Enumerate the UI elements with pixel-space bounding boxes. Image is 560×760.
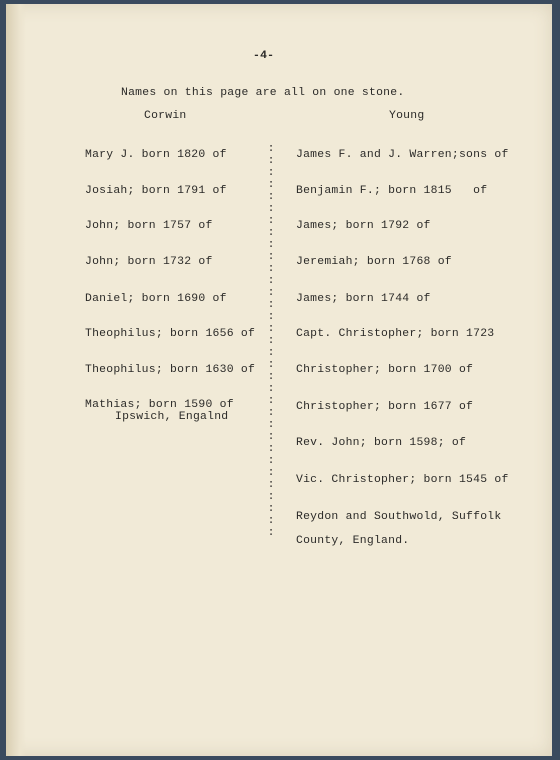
young-entry: Jeremiah; born 1768 of (296, 256, 452, 268)
corwin-entry: Mathias; born 1590 of (85, 399, 234, 411)
divider-mark: : (267, 419, 275, 431)
corwin-entry: Daniel; born 1690 of (85, 293, 227, 305)
divider-mark: : (267, 467, 275, 479)
column-heading-corwin: Corwin (144, 110, 187, 122)
corwin-entry: John; born 1732 of (85, 256, 213, 268)
divider-mark: : (267, 263, 275, 275)
column-heading-young: Young (389, 110, 425, 122)
divider-mark: : (267, 359, 275, 371)
divider-mark: : (267, 143, 275, 155)
divider-mark: : (267, 443, 275, 455)
divider-mark: : (267, 527, 275, 539)
divider-mark: : (267, 503, 275, 515)
corwin-entry: Theophilus; born 1630 of (85, 364, 256, 376)
divider-mark: : (267, 515, 275, 527)
divider-mark: : (267, 383, 275, 395)
divider-mark: : (267, 167, 275, 179)
document-page (6, 4, 552, 756)
divider-mark: : (267, 491, 275, 503)
corwin-entry-location: Ipswich, Engalnd (115, 411, 229, 423)
corwin-entry: Mary J. born 1820 of (85, 149, 227, 161)
divider-mark: : (267, 395, 275, 407)
young-entry: Reydon and Southwold, Suffolk (296, 511, 502, 523)
divider-mark: : (267, 155, 275, 167)
young-entry: James; born 1744 of (296, 293, 431, 305)
divider-mark: : (267, 179, 275, 191)
young-entry: Christopher; born 1677 of (296, 401, 474, 413)
young-entry: James; born 1792 of (296, 220, 431, 232)
divider-mark: : (267, 323, 275, 335)
young-entry: Rev. John; born 1598; of (296, 437, 467, 449)
divider-mark: : (267, 431, 275, 443)
divider-mark: : (267, 251, 275, 263)
page-note: Names on this page are all on one stone. (121, 87, 405, 99)
young-entry: County, England. (296, 535, 410, 547)
divider-mark: : (267, 287, 275, 299)
divider-mark: : (267, 479, 275, 491)
young-entry: Benjamin F.; born 1815 of (296, 185, 488, 197)
divider-mark: : (267, 371, 275, 383)
young-entry: Christopher; born 1700 of (296, 364, 474, 376)
divider-mark: : (267, 299, 275, 311)
divider-mark: : (267, 407, 275, 419)
divider-mark: : (267, 203, 275, 215)
divider-mark: : (267, 227, 275, 239)
young-entry: James F. and J. Warren;sons of (296, 149, 509, 161)
young-entry: Capt. Christopher; born 1723 (296, 328, 495, 340)
page-number: -4- (253, 50, 275, 62)
corwin-entry: Josiah; born 1791 of (85, 185, 227, 197)
divider-mark: : (267, 191, 275, 203)
corwin-entry: John; born 1757 of (85, 220, 213, 232)
young-entry: Vic. Christopher; born 1545 of (296, 474, 509, 486)
divider-mark: : (267, 215, 275, 227)
divider-mark: : (267, 347, 275, 359)
divider-mark: : (267, 335, 275, 347)
corwin-entry: Theophilus; born 1656 of (85, 328, 256, 340)
divider-mark: : (267, 239, 275, 251)
divider-mark: : (267, 455, 275, 467)
binding-edge (6, 4, 26, 756)
divider-mark: : (267, 311, 275, 323)
column-divider (264, 144, 278, 549)
divider-mark: : (267, 275, 275, 287)
